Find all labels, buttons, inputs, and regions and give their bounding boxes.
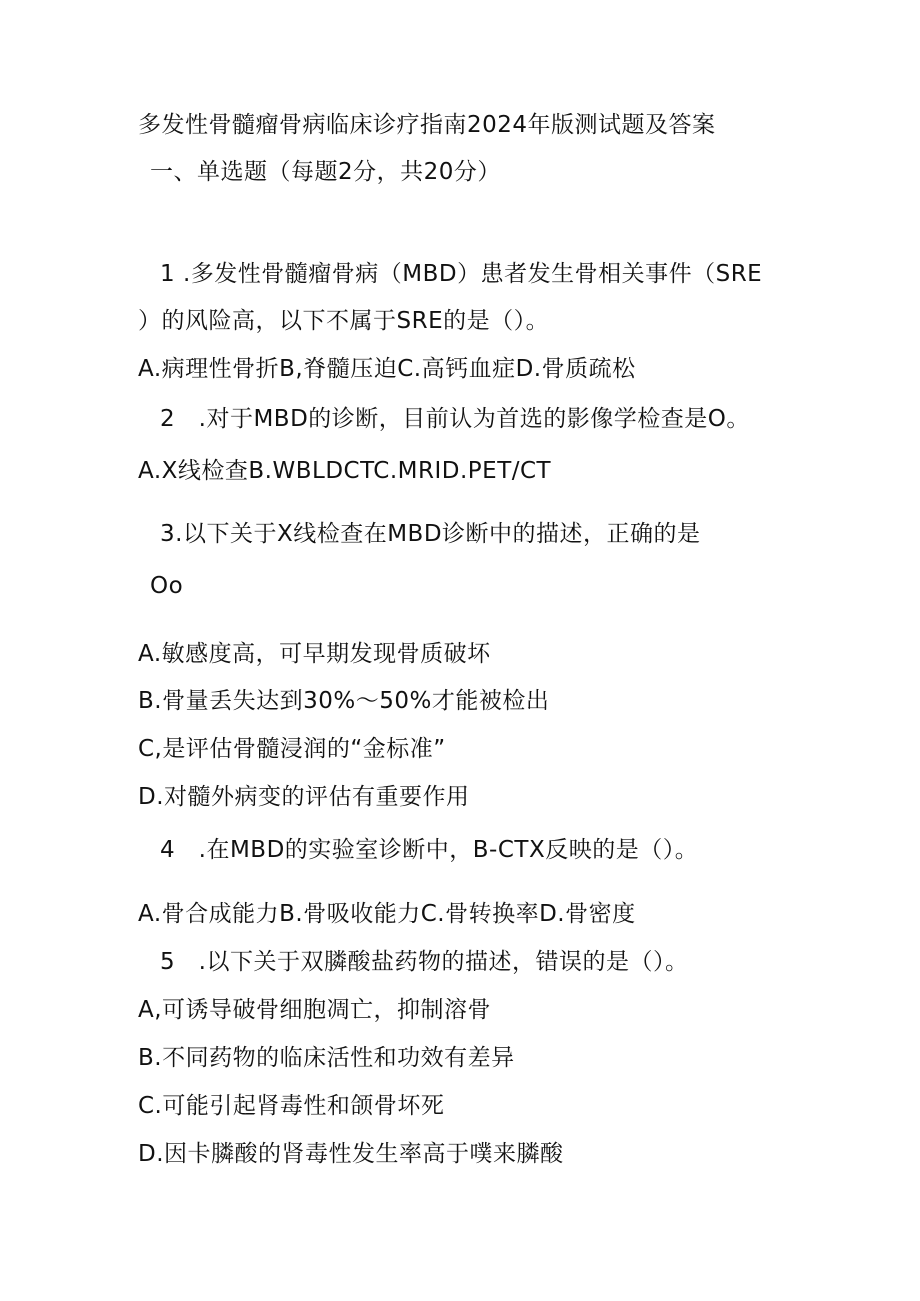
question-5-stem: 5 .以下关于双膦酸盐药物的描述，错误的是（）。 [160, 949, 689, 975]
question-5-option-b: B.不同药物的临床活性和功效有差异 [138, 1045, 515, 1071]
question-3-stem-line-2: Oo [150, 573, 184, 599]
question-5-option-c: C.可能引起肾毒性和颌骨坏死 [138, 1093, 445, 1119]
question-3-option-c: C,是评估骨髓浸润的“金标准” [138, 736, 446, 762]
question-1-stem-line-2: ）的风险高，以下不属于SRE的是（）。 [138, 308, 550, 334]
question-4-stem: 4 .在MBD的实验室诊断中，B-CTX反映的是（）。 [160, 837, 699, 863]
document-title: 多发性骨髓瘤骨病临床诊疗指南2024年版测试题及答案 [138, 112, 716, 138]
question-3-option-d: D.对髓外病变的评估有重要作用 [138, 784, 470, 810]
section-heading: 一、单选题（每题2分，共20分） [150, 159, 501, 185]
question-3-stem-line-1: 3.以下关于X线检查在MBD诊断中的描述，正确的是 [160, 521, 701, 547]
question-5-option-a: A,可诱导破骨细胞凋亡，抑制溶骨 [138, 997, 492, 1023]
question-1-options: A.病理性骨折B,脊髓压迫C.高钙血症D.骨质疏松 [138, 356, 636, 382]
question-5-option-d: D.因卡膦酸的肾毒性发生率高于噗来膦酸 [138, 1141, 564, 1167]
question-3-option-a: A.敏感度高，可早期发现骨质破坏 [138, 641, 491, 667]
question-2-options: A.X线检查B.WBLDCTC.MRID.PET/CT [138, 458, 552, 484]
question-4-options: A.骨合成能力B.骨吸收能力C.骨转换率D.骨密度 [138, 901, 636, 927]
question-1-stem-line-1: 1 .多发性骨髓瘤骨病（MBD）患者发生骨相关事件（SRE [160, 261, 763, 287]
question-2-stem: 2 .对于MBD的诊断，目前认为首选的影像学检查是O。 [160, 406, 750, 432]
question-3-option-b: B.骨量丢失达到30%〜50%才能被检出 [138, 688, 550, 714]
